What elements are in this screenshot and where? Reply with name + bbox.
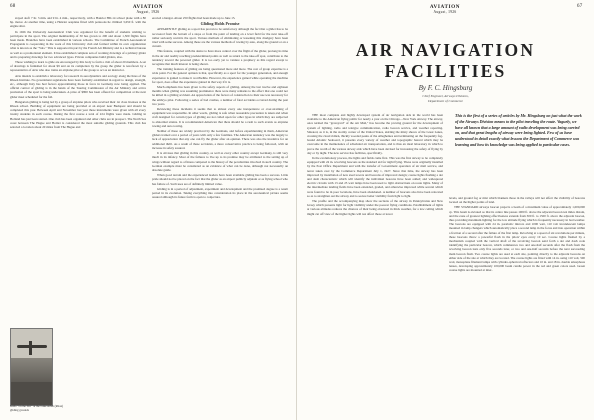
running-head-date: August, 1926 [136,10,160,14]
paragraph: levels, and ground fog or mist which blankets those in the valleys will not affect the visibility of beacons located on the higher points of land. [449,196,585,205]
paragraph: Gliding is in a period of adjustment, experiment and development and the promised degree is a result period in its evolution. Taking everything into consideration its place in the aeronautical picture seems assured although its future form is open to conjecture. [152,186,288,200]
author-title: Chief Engineer, Airways Division, [422,94,469,98]
paragraph: THE STANDARD airways beacon projects a beam of a maximum value of approximately 1,000,000 cp. This beam is elevated so that its centre line passes 1000 ft. above the adjacent beacon ten miles distant, and the zone of greatest lighting effectiveness extends from 300 ft. to 1500 ft. above the adjacent beacon, thus providing maximum lighting for the low altitude flying which is frequently necessary in bad weather. The beacons are equipped with 24 in. parabolic mirrors and 1000 watt, 110 volt incandescent lamps mounted in lamp changers which automatically place a second lamp in the focus and into operation within a fraction of a second after the failure of the first lamp. Revolving at a speed of six revolutions per minute, these beacons throw a powerful flash in the pilots' eyes every 10 sec. Course lights flashed by a mechanism coupled with the vertical shaft of the revolving beacon send forth a dot and dash code identifying the particular beacon, which commences two and one-half seconds after the flash from the revolving beacon lasts only five seconds later, or two and one-half seconds before the next succeeding main beacon flash. Two course lights are used at each site, pointing directly to the adjacent beacons on either side of the site at which they are located. The course lights are fitted with 14 in. using 110 volt, 500 watt, monoplane filament lamps with cylindro-spherical reflectors and 10 in. and 18 in. double amorphous lenses, developing approximately 100,000 beam candle power in the red and green colors used. Green course lights are mounted at inter- [449,205,585,273]
paragraph: APPARENTLY gliding as a sport has proven to be satisfactory although the fact that a glider has to be recovered from the bottom of a slope or from the point of landing on a level field for the next take-off rather seriously restricts the sport. Various methods of eliminating or lessening this drudgery have been tried with some success. Among these are the various methods of towing by auto, along the ground or on a current. [152,27,288,49]
author-department: Department of Commerce [427,99,464,103]
glider-photo [10,328,53,406]
paragraph: Reviewing these incidents it seems that to almost every one inexperience or over-straining of equipment was responsible. In other words, gliding is safe when reasonable precaution is taken and when craft designed for certain types of gliding are not called upon for other types in which they are subjected to abnormal strains. It is recommended American that there should be a rush to such events as airplane towing and auto towing. [152,107,288,128]
paragraph: THE most complete and highly developed system of air navigation aids in the world has been available to the American flying public for nearly a year on the Chicago—New York Airway. The airway, once termed the "graveyard" of the Air Mail," has become the proving ground for the development of system of lighting, radio and teletype communication, radio beacon service, and weather reporting. Situated, as it is, in the stormy corner of the United States, skirting the misty shores of the Great Lakes, crossing the cloud ridden, thickly wooded peaks of the Alleghenies and terminating on the frequently fog-bound Atlantic Seaboard, it presents every variety of weather and topographic hazard which may be overcome in the maintenance of scheduled air transportation, and is thus an ideal laboratory in which to prove the worth of the various airway aids which have been devised for increasing the safety of flying by day or by night. The new service has facilities, specifically. [307,113,443,155]
paragraph: Avia intends to establish a laboratory for research in aerodynamics and ecology along the lines of the Rhoen Institute. No government regulations have been formally established in regard to design, strength, etc., although Italy has had factors approximating those in force in Germany now being applied. The official control of gliding is in the hands of the Touring Commission of the Air Ministry and active promotion of the sport is being undertaken. A prize of $800 has been offered for competition at the next glider meet scheduled for the fall. [10,73,146,99]
paragraph: Much emphasis has been given to the safety aspects of gliding. Among the last twelve and eighteen months when gliding was assuming prominence there were many remarks to the effect that one could not be killed in a gliding accident. An appreciation of the factors of construction to their use was necessary for the embryo pilot. Following a series of bad crashes, a number of fatal accidents occurred during the past two years. [152,85,288,106]
paragraph: In the evolutionary process, the lights and fields came first. This was the first airway to be completely equipped with 24 in. revolving beacons as the standard aid for night flying. These were originally installed by the Post Office Department and with the transfer of Government operation of air mail service, and never taken over by the Commerce Department July 1, 1927. Since that time, the airway has been improved by installation of new steel towers and beacons of improved design; course lights flashing a dot and dash characteristic which will identify the individual beacons have been added; and widespread electric circuits with 13 and 25 watt lamps have been used to light obstructions on route lights. Many of the intermediate landing fields have been extended, graded, and otherwise improved while several which were found to be in poor locations, have been abandoned. A number of beacons also have been relocated so as to straighten out the airway and to secure better visibility from light to light. [307,156,443,198]
article-intro: This is the first of a series of articles by Mr. Hingsburg on just what the work of the Airways Division means to the pilot traveling the route. Vaguely, we have all known that a large amount of radio development was being carried on, and that great lengths of airway were being lighted. Few of us have understood in detail exactly what lessons the Department of Commerce was learning and how its knowledge was being applied to particular cases. [455,113,582,147]
paragraph: stayed aloft 7 hr. 3 min. and 9 hr. 4 min., respectively, with a Hanriot HD-14 school plane with a 80 hp. motor. At another time, using a Hanriot seaplane fitted with pontoons he climbed 3,650 ft. with the engine shut. [10,16,146,29]
paragraph: Those wishing to learn to glide are encouraged by this body to form a club of about 20 members. A set of drawings is furnished for about $9 and on its completion by the group the glider is test-flown by a representative of Avia who also trains an airplane pilot of the group to act as an instructor. [10,60,146,73]
article-column [449,196,585,413]
glider-wing-shape [17,345,47,348]
paragraph: The training features of gliding are being questioned more and more. The cost of group expertise is a wide point. For the general opinion is that, specifically as a sport for the younger generation, and enough experience is gained to make it worthwhile. However, the experience gained while operating the machine for sport, does offset the experience gained in that way if it is. [152,67,288,84]
article-column [10,16,146,326]
article-title: AIR NAVIGATION FACILITIES [355,40,536,81]
paragraph: When good terrain and the experienced leaders have been available gliding has been a success. Little pride should not be placed on the fact that the glider as an airport publicly adjutant or as flying school who has failure of. Such uses are of definitely limited value. [152,173,288,186]
paragraph: This feature, coupled with the desire to have more control over the flight of the glider, prolong its time in the air and readily reaching predetermined points as well as return to the take-off spot, contribute to the tendency toward the powered glider. It is too early yet to venture a prophecy as this regard except to recognize that much interest is being shown. [152,49,288,67]
paragraph: Neither of these are widely practiced by the Germans, and before experimenting in them, American gliders trained over a period of years with only a few fatalities. The American tendency was the largely to lack of appreciation that any one can fly the glider after an opinion. There was also the incentive for an additional thrill. As a result of these accidents, a more conservative practice is being followed, with an increase in safety assured. [152,129,288,150]
paragraph: The profile and the accompanying map show the sections of the airway in Pennsylvania and New Jersey which presents light for light visibility under the poorest flying conditions. Establishment of lights at various altitudes reduces the chances of their being obscured in thick weather, for a low ceiling which might cut off view of the higher lights will not affect those at lower [307,199,443,216]
running-head-title: AVIATION [132,4,164,10]
paragraph: It is obvious that gliding in this country, as well as every other country except Germany, is still very much in its infancy. Most of the failures to live up to its promise may be attributed to the setting up of wings without regard to a fitness compared to the history of the peculiarities involved in such country. The German example must be considered as an evidence of what can be done, although not necessarily an absolute guide. [152,151,288,172]
article-column [307,113,443,413]
paragraph: erected a hangar. About 250 flights had been made up to June 15. [152,16,236,20]
paragraph: In 1926 the University Aeronautical Club was organized for the benefit of students wishing to participate in the sport. The original membership of 30 has grown to 200 and about 1,500 flights have been made. Branches have been established in various schools. The Committee of French Aeronautical Propaganda is cooperating in the work of this University club and formed within its own organization what is known as the "Vols." This is supported in part by the French Air Ministry and is a technical bureau as well as a promotional element. It has established complete sets of working drawings of a primary glider and is preparing drawings for two advanced types. Private companies build gliders, also. [10,29,146,59]
photo-caption: Gulls "on the Dot" at the Lake Arlen (Rhon) gliding grounds [10,404,64,412]
paragraph: Hungarian gliding is being led by a group of airplane pilots who received their 1st class licenses at the Rhoen school. Building of equipment are being provided at an airport near Budapest and should be completed this year. Between April and November last year these instruments were given with all every twenty students in each course. During the first course a total of 224 flights were made. Gliding in Holland has just been started. One club has been organized and other clubs are in prospect. The North Sea coast between The Hague and Holder is considered the most suitable gliding grounds. This club has selected a location about 20 miles from The Hague and [10,99,146,130]
section-heading: Gliding Holds Promise [200,21,240,27]
byline: By F. C. Hingsburg [418,84,473,92]
page-number: 68 [10,4,16,9]
running-head-date: August, 1926 [433,10,457,14]
right-page [297,0,594,420]
running-head-title: AVIATION [429,4,461,10]
article-column [152,16,288,418]
page-number: 67 [577,4,583,9]
